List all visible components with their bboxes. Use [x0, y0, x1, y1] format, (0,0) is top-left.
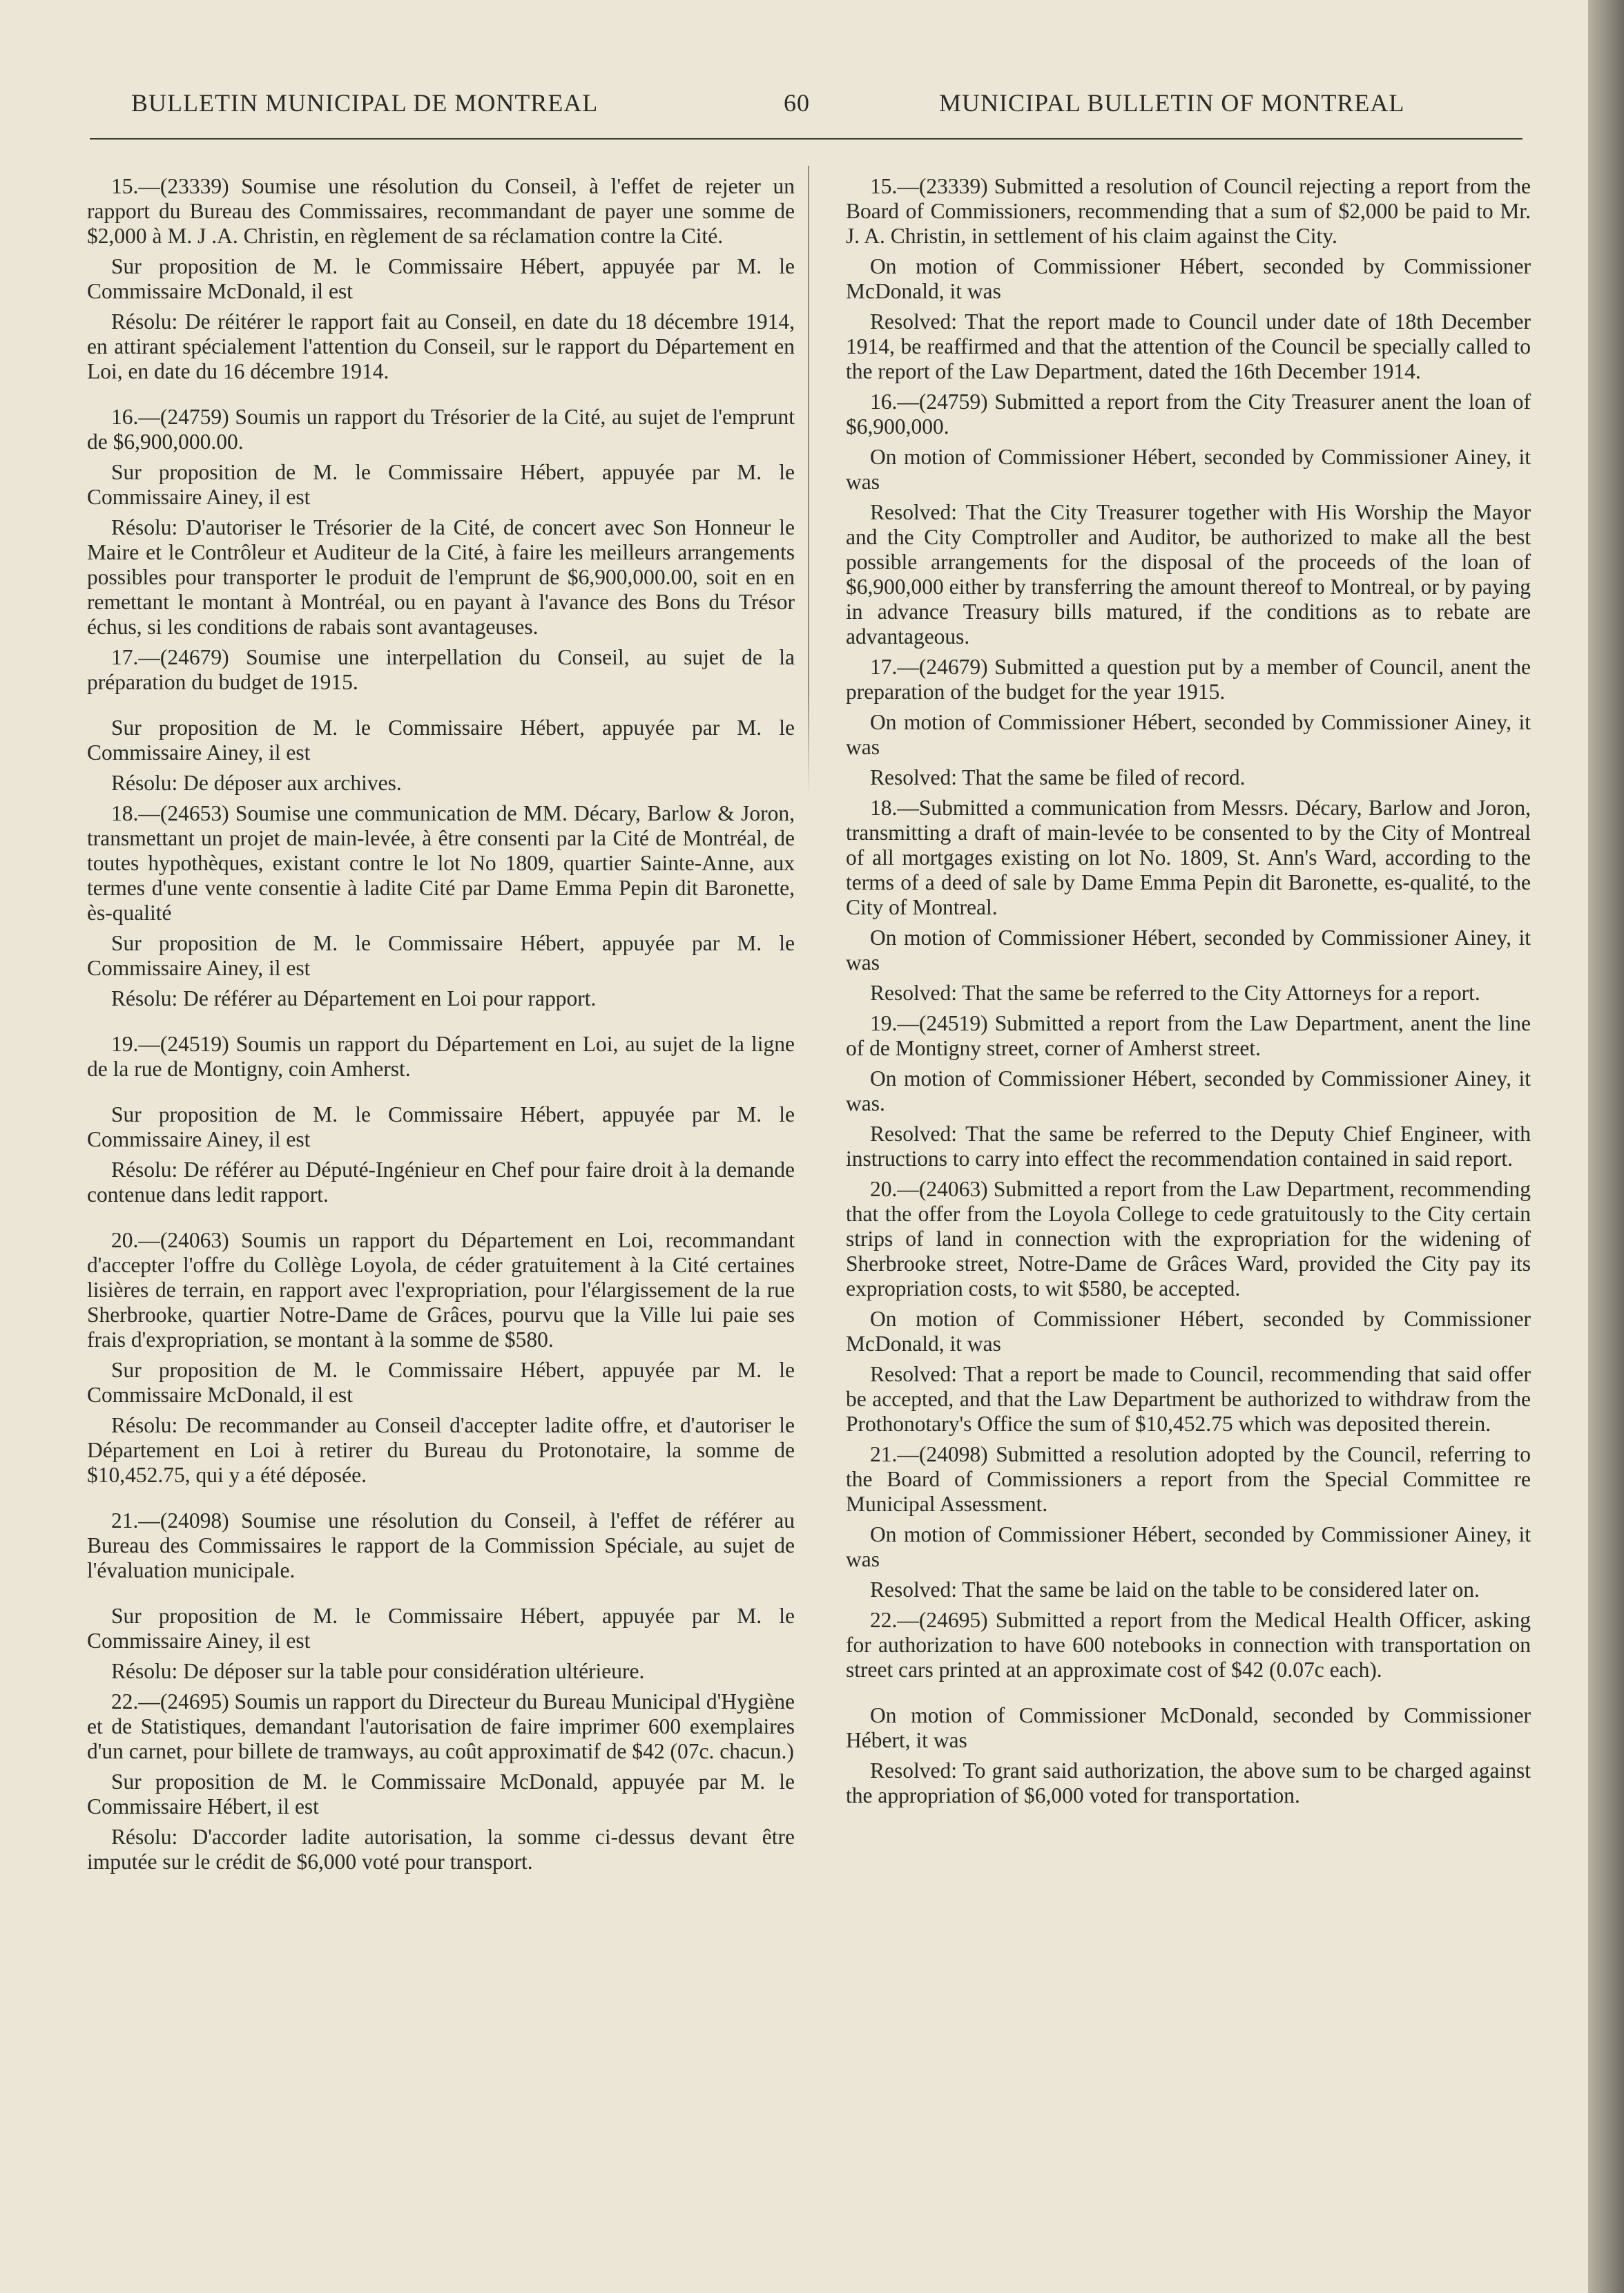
paragraph: 19.—(24519) Soumis un rapport du Département en Loi, au sujet de la ligne de la rue de Montigny, coin Amherst.: [87, 1032, 795, 1081]
paragraph: 21.—(24098) Soumise une résolution du Conseil, à l'effet de référer au Bureau des Commissaires le rapport de la Commission Spéciale, au sujet de l'évaluation municipale.: [87, 1508, 795, 1582]
paragraph: 15.—(23339) Submitted a resolution of Council rejecting a report from the Board of Commissioners, recommending that a sum of $2,000 be paid to Mr. J. A. Christin, in settlement of his claim against the City.: [846, 174, 1531, 248]
paragraph: 17.—(24679) Submitted a question put by a member of Council, anent the preparation of the budget for the year 1915.: [846, 655, 1531, 704]
paragraph: On motion of Commissioner Hébert, seconded by Commissioner Ainey, it was: [846, 925, 1531, 975]
paragraph: On motion of Commissioner Hébert, seconded by Commissioner Ainey, it was: [846, 710, 1531, 759]
paragraph: Résolu: De référer au Député-Ingénieur en Chef pour faire droit à la demande contenue dans ledit rapport.: [87, 1158, 795, 1207]
paragraph: 18.—(24653) Soumise une communication de MM. Décary, Barlow & Joron, transmettant un projet de main-levée, à être consenti par la Cité de Montréal, de toutes hypothèques, existant contre le lot No 1809, quartier Sainte-Anne, aux termes d'une vente consentie à ladite Cité par Dame Emma Pepin dit Baronette, ès-qualité: [87, 801, 795, 925]
paragraph: Resolved: That the report made to Council under date of 18th December 1914, be reaffirmed and that the attention of the Council be specially called to the report of the Law Department, dated the 16th December 1914.: [846, 309, 1531, 383]
paragraph: Résolu: De recommander au Conseil d'accepter ladite offre, et d'autoriser le Département en Loi à retirer du Bureau du Protonotaire, la somme de $10,452.75, qui y a été déposée.: [87, 1413, 795, 1487]
paragraph: Résolu: D'autoriser le Trésorier de la Cité, de concert avec Son Honneur le Maire et le Contrôleur et Auditeur de la Cité, à faire les meilleurs arrangements possibles pour transporter le produit de l'emprunt de $6,900,000.00, soit en en remettant le montant à Montréal, ou en payant à l'avance des Bons du Trésor échus, si les conditions de rabais sont avantageuses.: [87, 515, 795, 639]
french-column: [87, 174, 795, 1880]
paragraph: Resolved: That the same be referred to the Deputy Chief Engineer, with instructions to carry into effect the recommendation contained in said report.: [846, 1122, 1531, 1171]
english-column: [846, 174, 1531, 1814]
paragraph: 16.—(24759) Submitted a report from the City Treasurer anent the loan of $6,900,000.: [846, 390, 1531, 439]
paragraph: 18.—Submitted a communication from Messrs. Décary, Barlow and Joron, transmitting a draft of main-levée to be consented to by the City of Montreal of all mortgages existing on lot No. 1809, St. Ann's Ward, according to the terms of a deed of sale by Dame Emma Pepin dit Baronette, es-qualité, to the City of Montreal.: [846, 796, 1531, 919]
paragraph: Sur proposition de M. le Commissaire McDonald, appuyée par M. le Commissaire Hébert, il est: [87, 1769, 795, 1819]
paragraph: Resolved: To grant said authorization, the above sum to be charged against the appropriation of $6,000 voted for transportation.: [846, 1758, 1531, 1807]
paragraph: Résolu: De déposer sur la table pour considération ultérieure.: [111, 1659, 645, 1683]
paragraph: On motion of Commissioner Hébert, seconded by Commissioner Ainey, it was: [846, 445, 1531, 494]
page-edge-shadow: [1588, 0, 1624, 2293]
paragraph: Résolu: De référer au Département en Loi pour rapport.: [111, 986, 597, 1010]
paragraph: Résolu: De réitérer le rapport fait au Conseil, en date du 18 décembre 1914, en attirant spécialement l'attention du Conseil, sur le rapport du Département en Loi, en date du 16 décembre 1914.: [87, 309, 795, 383]
paragraph: Sur proposition de M. le Commissaire Hébert, appuyée par M. le Commissaire Ainey, il est: [87, 931, 795, 980]
paragraph: Sur proposition de M. le Commissaire Hébert, appuyée par M. le Commissaire Ainey, il est: [87, 1604, 795, 1653]
paragraph: On motion of Commissioner Hébert, seconded by Commissioner McDonald, it was: [846, 1307, 1531, 1356]
paragraph: Résolu: D'accorder ladite autorisation, la somme ci-dessus devant être imputée sur le crédit de $6,000 voté pour transport.: [87, 1825, 795, 1874]
paragraph: Sur proposition de M. le Commissaire Hébert, appuyée par M. le Commissaire Ainey, il est: [87, 716, 795, 765]
paragraph: 22.—(24695) Submitted a report from the Medical Health Officer, asking for authorization to have 600 notebooks in connection with transportation on street cars printed at an approximate cost of $42 (0.07c each).: [846, 1608, 1531, 1682]
paragraph: 21.—(24098) Submitted a resolution adopted by the Council, referring to the Board of Commissioners a report from the Special Committee re Municipal Assessment.: [846, 1442, 1531, 1516]
paragraph: Sur proposition de M. le Commissaire Hébert, appuyée par M. le Commissaire McDonald, il est: [87, 1358, 795, 1407]
paragraph: Resolved: That a report be made to Council, recommending that said offer be accepted, and that the Law Department be authorized to withdraw from the Prothonotary's Office the sum of $10,452.75 which was deposited therein.: [846, 1362, 1531, 1436]
paragraph: On motion of Commissioner McDonald, seconded by Commissioner Hébert, it was: [846, 1703, 1531, 1752]
paragraph: Résolu: De déposer aux archives.: [111, 771, 402, 795]
header-rule: [90, 138, 1522, 140]
page-number: 60: [784, 89, 810, 117]
paragraph: On motion of Commissioner Hébert, seconded by Commissioner McDonald, it was: [846, 254, 1531, 303]
paragraph: 22.—(24695) Soumis un rapport du Directeur du Bureau Municipal d'Hygiène et de Statistiques, demandant l'autorisation de faire imprimer 600 exemplaires d'un carnet, pour billete de tramways, au coût approximatif de $42 (07c. chacun.): [87, 1689, 795, 1763]
paragraph: 15.—(23339) Soumise une résolution du Conseil, à l'effet de rejeter un rapport du Bureau des Commissaires, recommandant de payer une somme de $2,000 à M. J .A. Christin, en règlement de sa réclamation contre la Cité.: [87, 174, 795, 248]
paragraph: On motion of Commissioner Hébert, seconded by Commissioner Ainey, it was: [846, 1522, 1531, 1571]
paragraph: Resolved: That the City Treasurer together with His Worship the Mayor and the City Comptroller and Auditor, be authorized to make all the best possible arrangements for the disposal of the proceeds of the loan of $6,900,000 either by transferring the amount thereof to Montreal, or by paying in advance Treasury bills matured, if the conditions as to rebate are advantageous.: [846, 500, 1531, 649]
paragraph: 17.—(24679) Soumise une interpellation du Conseil, au sujet de la préparation du budget de 1915.: [87, 645, 795, 694]
paragraph: Resolved: That the same be filed of record.: [870, 765, 1246, 789]
paragraph: On motion of Commissioner Hébert, seconded by Commissioner Ainey, it was.: [846, 1066, 1531, 1115]
paragraph: 20.—(24063) Soumis un rapport du Département en Loi, recommandant d'accepter l'offre du Collège Loyola, de céder gratuitement à la Cité certaines lisières de terrain, en rapport avec l'expropriation, pour l'élargissement de la rue Sherbrooke, quartier Notre-Dame de Grâces, pourvu que la Ville lui paie ses frais d'expropriation, se montant à la somme de $580.: [87, 1228, 795, 1352]
paragraph: 20.—(24063) Submitted a report from the Law Department, recommending that the offer from the Loyola College to cede gratuitously to the City certain strips of land in connection with the expropriation for the widening of Sherbrooke street, Notre-Dame de Grâces Ward, provided the City pay its expropriation costs, to wit $580, be accepted.: [846, 1177, 1531, 1301]
paragraph: Resolved: That the same be referred to the City Attorneys for a report.: [870, 981, 1480, 1005]
header-left-title: BULLETIN MUNICIPAL DE MONTREAL: [131, 89, 599, 117]
paragraph: Sur proposition de M. le Commissaire Hébert, appuyée par M. le Commissaire McDonald, il est: [87, 254, 795, 303]
paragraph: 16.—(24759) Soumis un rapport du Trésorier de la Cité, au sujet de l'emprunt de $6,900,000.00.: [87, 405, 795, 454]
paragraph: Resolved: That the same be laid on the table to be considered later on.: [870, 1577, 1480, 1602]
paragraph: 19.—(24519) Submitted a report from the Law Department, anent the line of de Montigny street, corner of Amherst street.: [846, 1011, 1531, 1060]
page-header: [124, 88, 1526, 130]
column-divider: [808, 166, 809, 2265]
paragraph: Sur proposition de M. le Commissaire Hébert, appuyée par M. le Commissaire Ainey, il est: [87, 460, 795, 509]
paragraph: Sur proposition de M. le Commissaire Hébert, appuyée par M. le Commissaire Ainey, il est: [87, 1102, 795, 1151]
header-right-title: MUNICIPAL BULLETIN OF MONTREAL: [939, 89, 1405, 117]
